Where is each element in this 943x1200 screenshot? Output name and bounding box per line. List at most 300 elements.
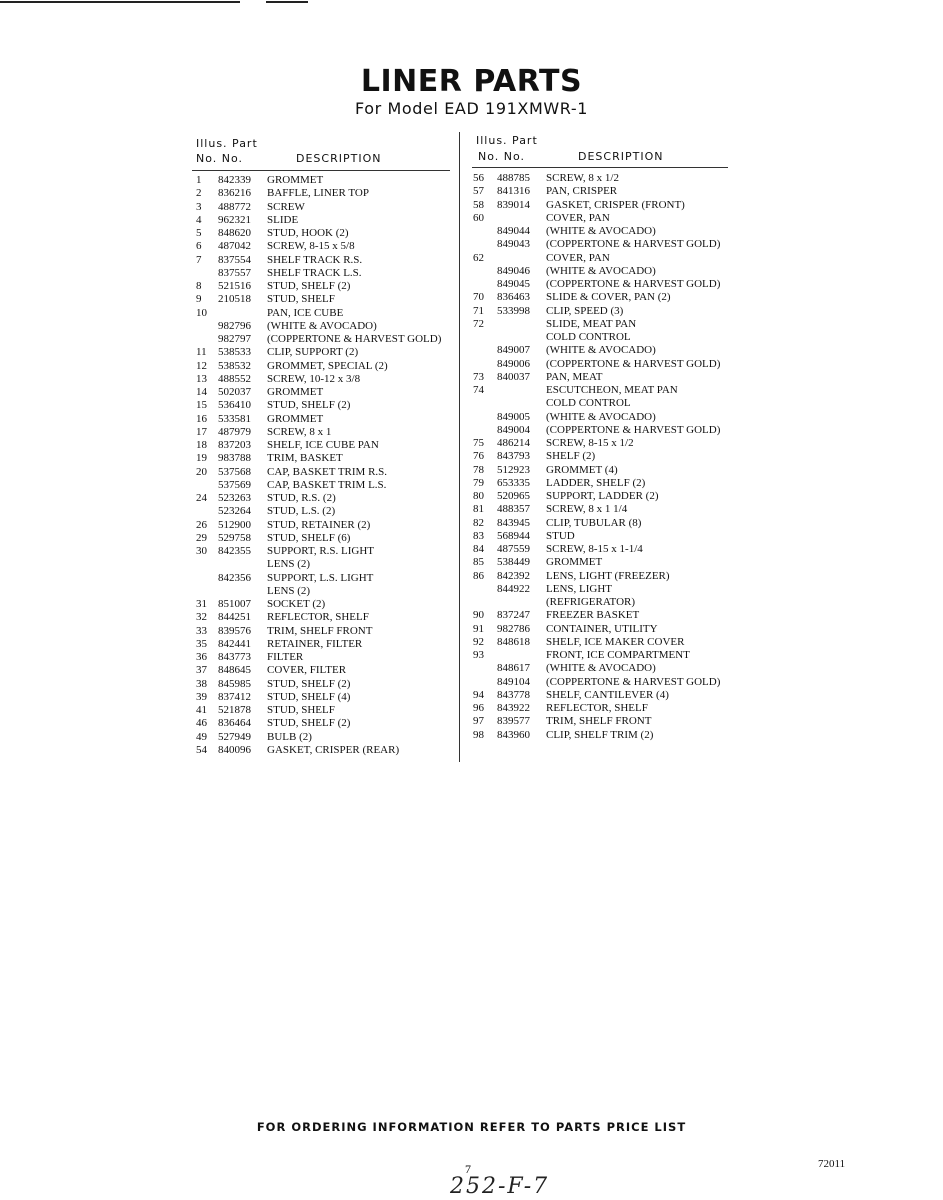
illus-number: 5 [196,227,202,239]
right-header-illus-part: Illus. Part [476,134,538,147]
part-description: LENS (2) [267,584,311,597]
parts-row [473,199,743,212]
parts-row [473,490,743,503]
document-code: 72011 [818,1158,846,1170]
parts-row [473,437,743,450]
part-number: 537568 [218,465,251,478]
part-description: COVER, FILTER [267,664,347,677]
right-header-rule [472,167,728,168]
part-description: LADDER, SHELF (2) [546,476,646,489]
part-description: (COPPERTONE & HARVEST GOLD) [267,333,442,345]
part-description: GROMMET [267,386,324,398]
illus-number: 49 [196,730,207,743]
parts-row [473,623,743,636]
illus-number: 46 [196,717,207,730]
parts-row [194,466,456,479]
part-number: 533998 [497,304,530,317]
left-header-rule [192,170,450,171]
part-description: (WHITE & AVOCADO) [546,344,656,357]
illus-number: 10 [196,306,207,319]
part-description: (COPPERTONE & HARVEST GOLD) [546,423,721,436]
illus-number: 36 [196,651,207,663]
illus-number: 79 [473,476,484,489]
part-description: BAFFLE, LINER TOP [267,187,369,200]
part-number: 840037 [497,370,530,383]
illus-number: 9 [196,293,202,306]
parts-row [473,477,743,490]
parts-row [473,503,743,516]
part-description: COVER, PAN [546,211,610,224]
parts-row [473,556,743,569]
part-description: GROMMET (4) [546,463,618,476]
part-number: 843945 [497,516,530,529]
part-description: GROMMET, SPECIAL (2) [267,359,388,372]
part-description: SCREW, 8 x 1 [267,425,332,438]
part-number: 849043 [497,238,530,251]
part-number: 523264 [218,505,251,518]
illus-number: 29 [196,531,207,544]
part-description: GROMMET [546,556,603,569]
parts-row [194,333,456,346]
part-number: 521878 [218,704,251,716]
parts-row [473,225,743,238]
parts-row [194,360,456,373]
parts-row [194,174,456,187]
part-description: CONTAINER, UTILITY [546,622,658,635]
parts-row [194,399,456,412]
parts-row [194,691,456,704]
part-description: (COPPERTONE & HARVEST GOLD) [546,675,721,688]
parts-row [473,662,743,675]
part-number: 488785 [497,172,530,184]
parts-row [194,439,456,452]
part-number: 538532 [218,359,251,372]
part-number: 502037 [218,386,251,398]
parts-row [194,651,456,664]
illus-number: 41 [196,704,207,716]
part-description: (WHITE & AVOCADO) [546,225,656,237]
part-description: REFLECTOR, SHELF [546,702,648,714]
right-parts-list [473,172,743,742]
part-description: RETAINER, FILTER [267,637,363,650]
part-description: COLD CONTROL [546,331,631,343]
parts-row [473,212,743,225]
part-description: PAN, CRISPER [546,185,618,198]
part-number: 848620 [218,227,251,239]
part-number: 849045 [497,278,530,290]
parts-row [194,187,456,200]
part-number: 837203 [218,439,251,451]
parts-row [194,585,456,598]
part-number: 982797 [218,333,251,345]
illus-number: 11 [196,346,207,359]
part-description: SCREW, 8 x 1/2 [546,172,619,184]
illus-number: 13 [196,372,207,385]
part-description: LENS (2) [267,558,311,571]
part-number: 210518 [218,293,251,306]
illus-number: 8 [196,280,202,292]
parts-row [194,386,456,399]
illus-number: 39 [196,690,207,703]
illus-number: 2 [196,187,202,200]
part-description: SOCKET (2) [267,598,326,610]
part-description: LENS, LIGHT [546,582,612,595]
parts-row [473,609,743,622]
part-description: (COPPERTONE & HARVEST GOLD) [546,278,721,290]
illus-number: 32 [196,611,207,624]
part-number: 520965 [497,490,530,502]
part-number: 488772 [218,200,251,213]
illus-number: 30 [196,545,207,557]
part-description: STUD, SHELF (2) [267,399,351,412]
parts-row [473,358,743,371]
part-number: 849007 [497,344,530,357]
part-number: 843793 [497,450,530,463]
part-description: SCREW, 8-15 x 1/2 [546,437,634,449]
parts-row [473,729,743,742]
part-description: CLIP, TUBULAR (8) [546,516,642,529]
part-description: SCREW, 8 x 1 1/4 [546,503,628,516]
part-description: SLIDE & COVER, PAN (2) [546,291,671,304]
part-number: 568944 [497,529,530,542]
part-number: 533581 [218,412,251,425]
part-description: TRIM, SHELF FRONT [267,624,373,637]
illus-number: 4 [196,213,202,226]
parts-row [194,452,456,465]
part-description: SCREW, 8-15 x 5/8 [267,240,355,253]
part-number: 842441 [218,637,251,650]
parts-row [194,545,456,558]
part-number: 538449 [497,556,530,569]
left-parts-list [194,174,456,757]
part-number: 842339 [218,174,251,186]
parts-row [194,214,456,227]
handwritten-note: 252-F-7 [450,1174,550,1199]
part-description: TRIM, BASKET [267,452,343,465]
part-description: (COPPERTONE & HARVEST GOLD) [546,238,721,251]
illus-number: 84 [473,543,484,555]
illus-number: 1 [196,174,202,186]
parts-row [194,704,456,717]
part-description: (COPPERTONE & HARVEST GOLD) [546,357,721,370]
part-description: SHELF, CANTILEVER (4) [546,688,669,701]
part-number: 849046 [497,264,530,277]
part-description: SHELF, ICE MAKER COVER [546,635,685,648]
illus-number: 62 [473,251,484,264]
parts-row [473,636,743,649]
part-number: 848617 [497,662,530,675]
parts-row [194,413,456,426]
parts-row [194,558,456,571]
part-description: GROMMET [267,174,324,186]
illus-number: 17 [196,425,207,438]
parts-row [194,373,456,386]
part-number: 487979 [218,425,251,438]
part-number: 842355 [218,545,251,557]
parts-row [194,638,456,651]
part-number: 843778 [497,688,530,701]
parts-row [473,715,743,728]
part-number: 848645 [218,664,251,677]
part-description: STUD, R.S. (2) [267,492,336,504]
parts-row [473,570,743,583]
part-number: 845985 [218,677,251,690]
part-description: COLD CONTROL [546,397,631,410]
parts-row [194,280,456,293]
illus-number: 98 [473,728,484,741]
illus-number: 86 [473,569,484,582]
part-number: 849044 [497,225,530,237]
part-number: 536410 [218,399,251,412]
parts-row [473,424,743,437]
part-description: CLIP, SPEED (3) [546,304,624,317]
parts-row [473,384,743,397]
part-number: 836464 [218,717,251,730]
part-number: 962321 [218,213,251,226]
part-number: 486214 [497,437,530,449]
part-number: 837412 [218,690,251,703]
part-description: SUPPORT, LADDER (2) [546,490,659,502]
part-description: SUPPORT, R.S. LIGHT [267,545,375,557]
parts-row [194,572,456,585]
part-number: 837557 [218,266,251,279]
part-number: 841316 [497,185,530,198]
part-number: 488357 [497,503,530,516]
parts-row [473,344,743,357]
part-number: 521516 [218,280,251,292]
part-number: 849104 [497,675,530,688]
parts-row [473,318,743,331]
part-number: 488552 [218,372,251,385]
illus-number: 78 [473,463,484,476]
illus-number: 74 [473,384,484,396]
illus-number: 12 [196,359,207,372]
part-number: 844922 [497,582,530,595]
illus-number: 90 [473,609,484,622]
illus-number: 6 [196,240,202,253]
left-header-description: DESCRIPTION [296,152,382,165]
page-title: LINER PARTS [360,64,583,99]
illus-number: 14 [196,386,207,398]
illus-number: 97 [473,715,484,728]
illus-number: 37 [196,664,207,677]
illus-number: 7 [196,253,202,266]
parts-row [473,702,743,715]
right-header-description: DESCRIPTION [578,150,664,163]
part-description: FILTER [267,651,304,663]
part-number: 843773 [218,651,251,663]
part-number: 982786 [497,622,530,635]
illus-number: 19 [196,452,207,465]
part-number: 842356 [218,571,251,584]
illus-number: 16 [196,412,207,425]
illus-number: 73 [473,370,484,383]
illus-number: 3 [196,200,202,213]
part-number: 837247 [497,609,530,622]
part-number: 849004 [497,423,530,436]
illus-number: 92 [473,635,484,648]
illus-number: 31 [196,598,207,610]
part-number: 487042 [218,240,251,253]
part-number: 844251 [218,611,251,624]
part-description: STUD, SHELF (2) [267,677,351,690]
part-description: GROMMET [267,412,324,425]
illus-number: 91 [473,622,484,635]
part-number: 842392 [497,569,530,582]
parts-row [473,172,743,185]
parts-row [473,265,743,278]
part-description: FRONT, ICE COMPARTMENT [546,649,690,661]
page-subtitle: For Model EAD 191XMWR-1 [354,99,589,118]
parts-row [194,346,456,359]
part-description: SHELF TRACK R.S. [267,253,363,266]
part-number: 839577 [497,715,530,728]
part-number: 982796 [218,319,251,332]
part-description: STUD, RETAINER (2) [267,518,371,531]
illus-number: 38 [196,677,207,690]
part-description: SLIDE, MEAT PAN [546,317,637,330]
parts-row [473,278,743,291]
illus-number: 18 [196,439,207,451]
part-description: CLIP, SHELF TRIM (2) [546,728,654,741]
parts-row [473,411,743,424]
part-description: STUD, SHELF (2) [267,717,351,730]
part-number: 843960 [497,728,530,741]
parts-row [194,625,456,638]
part-description: STUD, SHELF (6) [267,531,351,544]
part-number: 529758 [218,531,251,544]
parts-row [473,238,743,251]
parts-row [194,598,456,611]
part-description: COVER, PAN [546,251,610,264]
part-description: PAN, MEAT [546,370,603,383]
part-description: GASKET, CRISPER (FRONT) [546,198,685,211]
parts-row [194,717,456,730]
part-description: STUD, SHELF (4) [267,690,351,703]
part-number: 487559 [497,543,530,555]
page-number: 7 [465,1162,471,1176]
part-number: 653335 [497,476,530,489]
illus-number: 20 [196,465,207,478]
illus-number: 83 [473,529,484,542]
parts-row [473,291,743,304]
part-number: 983788 [218,452,251,465]
illus-number: 72 [473,317,484,330]
parts-row [473,305,743,318]
parts-row [473,530,743,543]
illus-number: 54 [196,743,207,756]
illus-number: 93 [473,649,484,661]
part-number: 837554 [218,253,251,266]
part-number: 839014 [497,198,530,211]
top-rule-left [0,1,240,3]
parts-row [473,185,743,198]
parts-row [194,519,456,532]
parts-row [473,371,743,384]
illus-number: 24 [196,492,207,504]
parts-row [194,307,456,320]
parts-row [194,240,456,253]
illus-number: 71 [473,304,484,317]
part-number: 848618 [497,635,530,648]
parts-row [473,689,743,702]
part-description: SCREW, 8-15 x 1-1/4 [546,543,643,555]
illus-number: 70 [473,291,484,304]
part-description: PAN, ICE CUBE [267,306,344,319]
illus-number: 60 [473,211,484,224]
part-description: STUD, HOOK (2) [267,227,349,239]
parts-row [473,676,743,689]
parts-row [194,678,456,691]
parts-row [194,532,456,545]
part-description: SLIDE [267,213,299,226]
part-description: SUPPORT, L.S. LIGHT [267,571,374,584]
parts-row [194,505,456,518]
part-number: 512923 [497,463,530,476]
illus-number: 85 [473,556,484,569]
right-header-no-no: No. No. [478,150,526,163]
parts-row [473,450,743,463]
parts-row [194,227,456,240]
part-description: (REFRIGERATOR) [546,596,636,608]
parts-row [473,464,743,477]
part-description: SCREW [267,200,305,213]
illus-number: 96 [473,702,484,714]
illus-number: 80 [473,490,484,502]
parts-row [194,664,456,677]
parts-row [473,596,743,609]
part-description: TRIM, SHELF FRONT [546,715,652,728]
parts-row [194,744,456,757]
part-description: ESCUTCHEON, MEAT PAN [546,384,678,396]
parts-row [194,267,456,280]
parts-row [194,492,456,505]
illus-number: 81 [473,503,484,516]
illus-number: 58 [473,198,484,211]
parts-row [473,543,743,556]
part-description: (WHITE & AVOCADO) [267,319,377,332]
parts-row [473,331,743,344]
illus-number: 75 [473,437,484,449]
part-description: LENS, LIGHT (FREEZER) [546,569,670,582]
part-description: CAP, BASKET TRIM L.S. [267,478,387,491]
part-description: (WHITE & AVOCADO) [546,662,656,675]
part-number: 836216 [218,187,251,200]
part-description: SCREW, 10-12 x 3/8 [267,372,361,385]
parts-row [473,517,743,530]
part-description: REFLECTOR, SHELF [267,611,369,624]
illus-number: 26 [196,518,207,531]
illus-number: 94 [473,688,484,701]
column-divider [459,132,460,762]
part-description: (WHITE & AVOCADO) [546,410,656,423]
part-description: (WHITE & AVOCADO) [546,264,656,277]
part-description: STUD [546,529,575,542]
illus-number: 35 [196,637,207,650]
parts-row [473,252,743,265]
part-description: FREEZER BASKET [546,609,640,622]
part-description: BULB (2) [267,730,312,743]
top-rule-right [266,1,308,3]
part-description: STUD, L.S. (2) [267,505,336,518]
part-description: STUD, SHELF [267,293,335,306]
illus-number: 33 [196,624,207,637]
illus-number: 57 [473,185,484,198]
left-header-no-no: No. No. [196,152,244,165]
illus-number: 82 [473,516,484,529]
part-number: 523263 [218,492,251,504]
part-number: 840096 [218,743,251,756]
